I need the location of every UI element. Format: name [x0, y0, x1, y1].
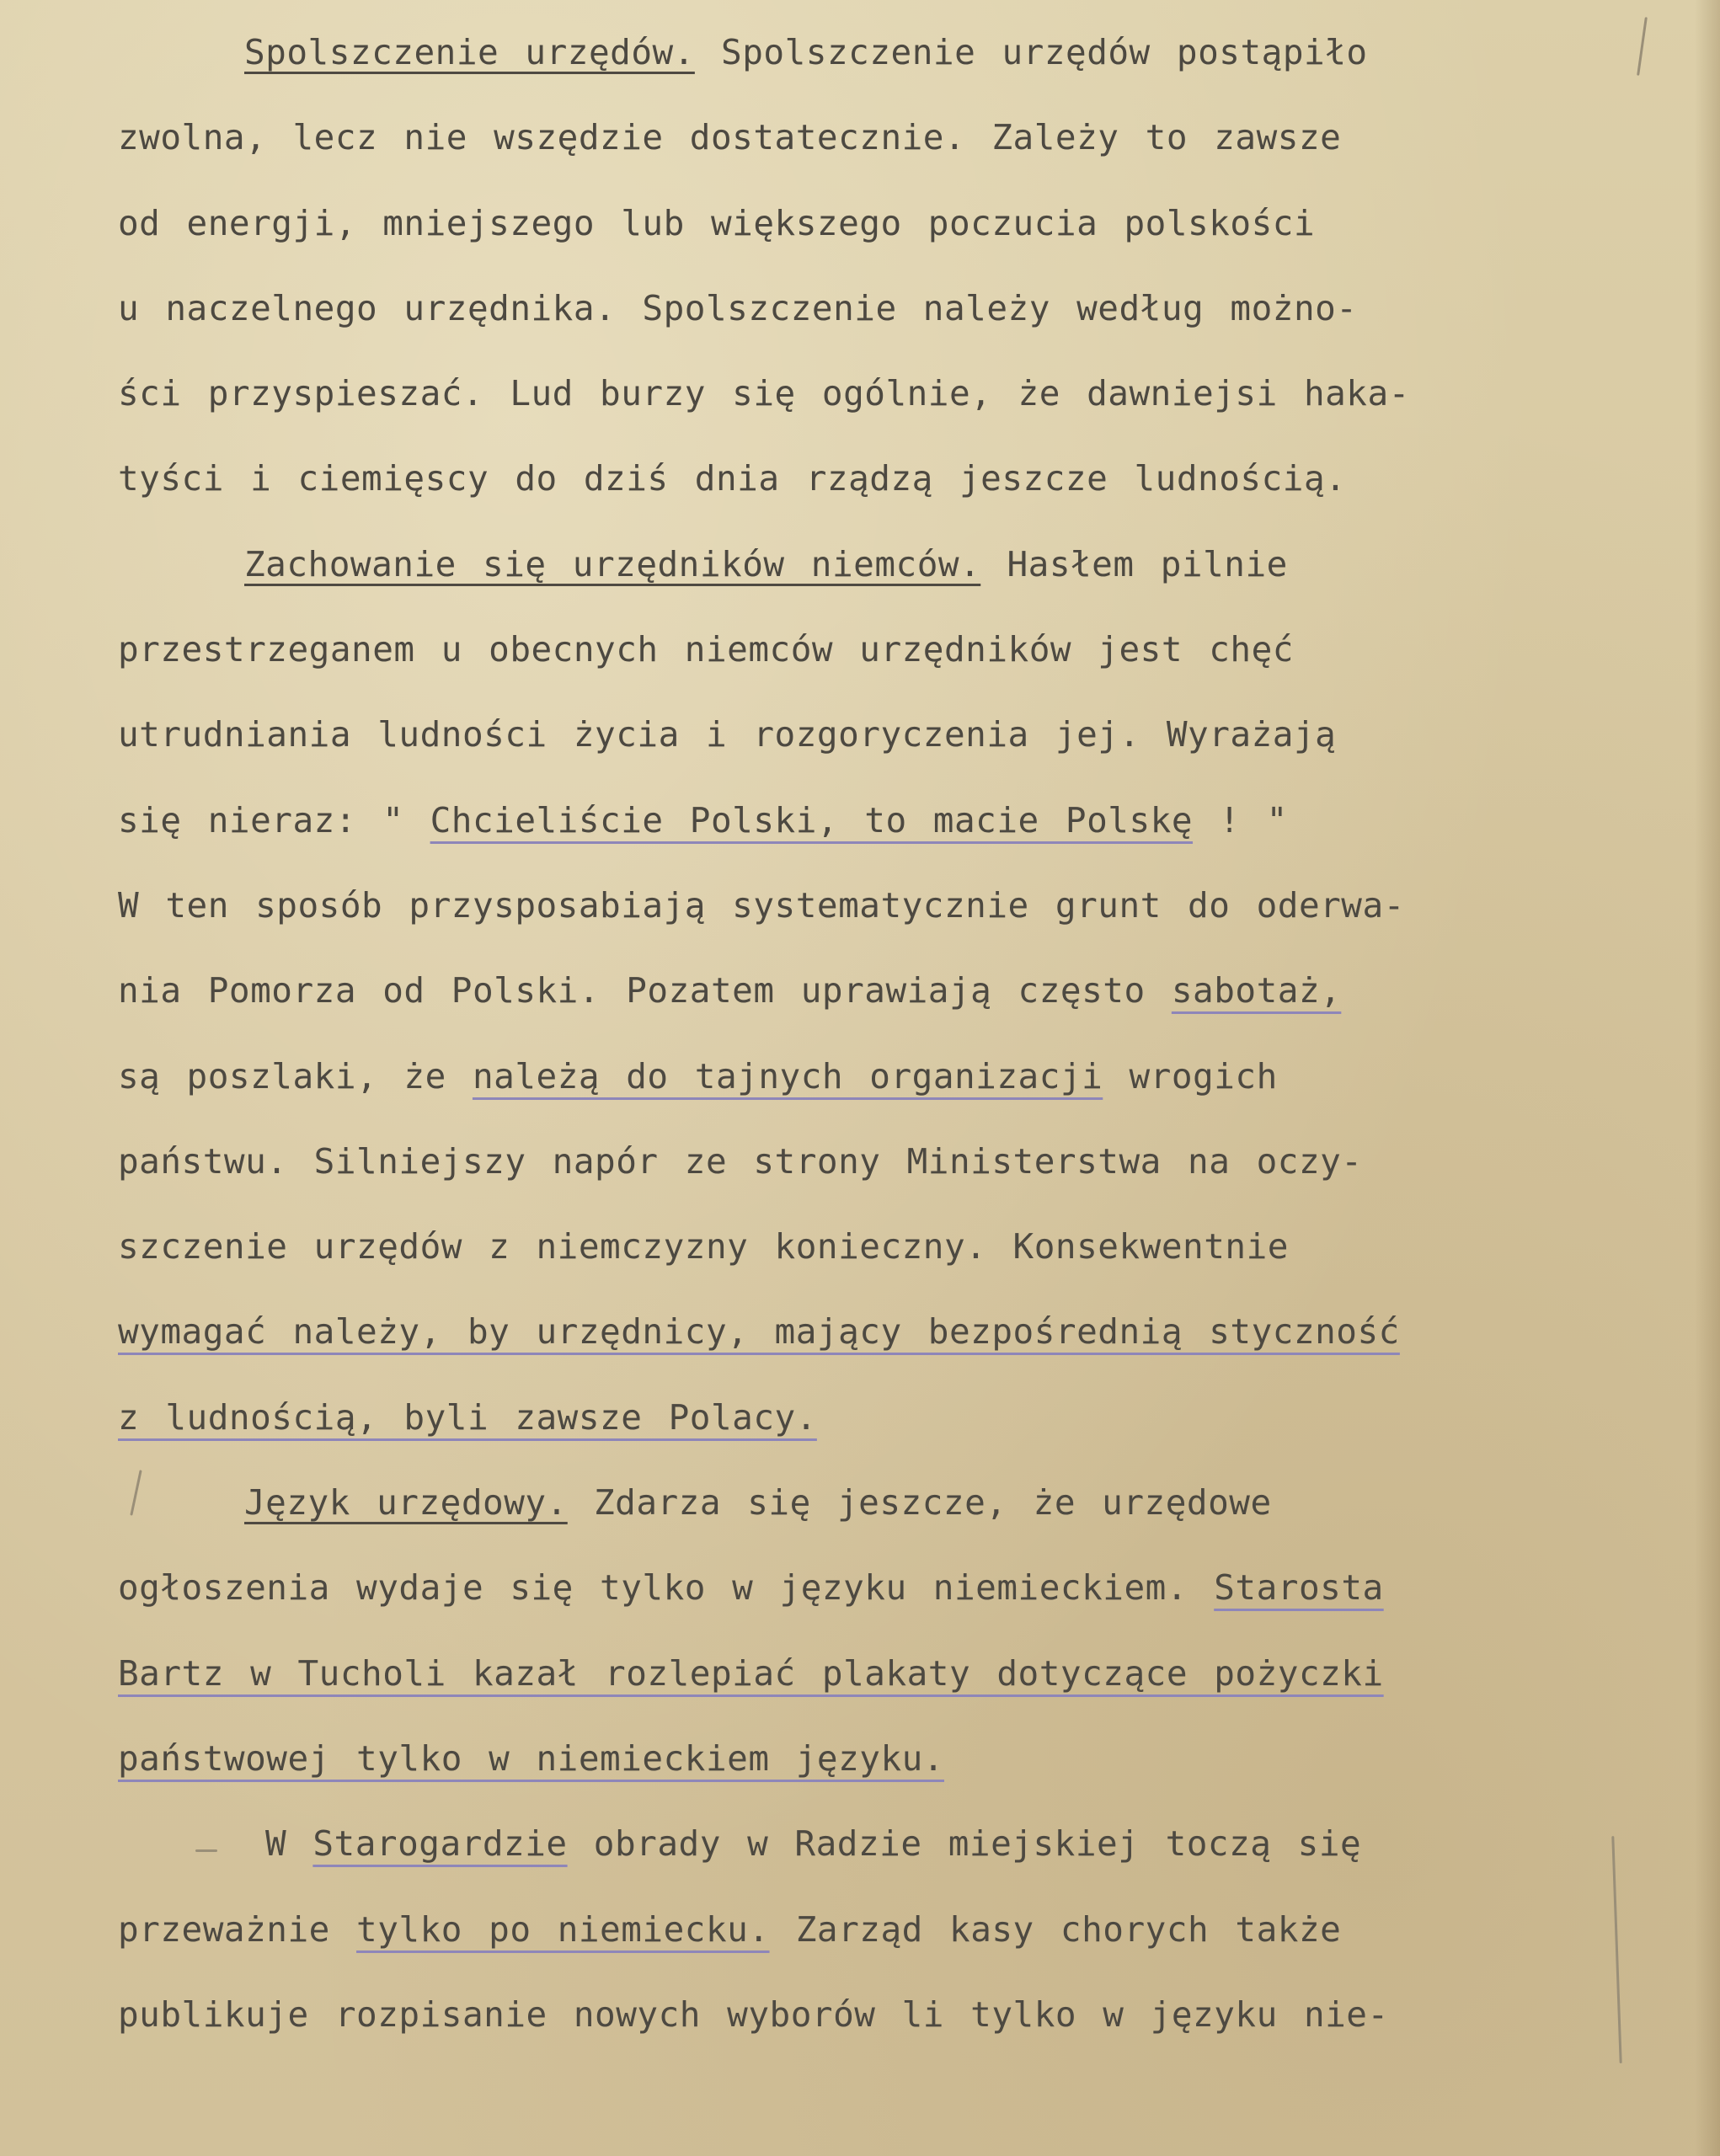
text-line: nia Pomorza od Polski. Pozatem uprawiają często sabotaż,	[118, 970, 1342, 1011]
ink-underline: należą do tajnych organizacji	[472, 1055, 1103, 1097]
text-line	[118, 1716, 1626, 1801]
text-line: publikuje rozpisanie nowych wyborów li tylko w języku nie-	[118, 1993, 1389, 2035]
ink-underline: Bartz w Tucholi kazał rozlepiać plakaty dotyczące pożyczki	[118, 1652, 1384, 1694]
text-line: u naczelnego urzędnika. Spolszczenie należy według możno-	[118, 287, 1358, 328]
pencil-mark-dash	[195, 1849, 217, 1852]
section-heading: Spolszczenie urzędów.	[244, 32, 695, 72]
text-line	[118, 1631, 1626, 1716]
text-line: W ten sposób przysposabiają systematycznie grunt do oderwa-	[118, 884, 1405, 926]
typewritten-text	[118, 10, 1626, 2057]
text-line: przeważnie tylko po niemiecku. Zarząd kasy chorych także	[118, 1908, 1342, 1950]
text-line: zwolna, lecz nie wszędzie dostatecznie. Zależy to zawsze	[118, 117, 1342, 158]
ink-underline: z ludnością, byli zawsze Polacy.	[118, 1396, 817, 1438]
text-line: Zachowanie się urzędników niemców. Hasłem pilnie	[244, 543, 1288, 584]
text-line: państwu. Silniejszy napór ze strony Ministerstwa na oczy-	[118, 1140, 1363, 1182]
ink-underline: wymagać należy, by urzędnicy, mający bezpośrednią styczność	[118, 1311, 1400, 1353]
text-line: tyści i ciemięscy do dziś dnia rządzą jeszcze ludnością.	[118, 458, 1347, 499]
text-line: ogłoszenia wydaje się tylko w języku niemieckiem. Starosta	[118, 1567, 1384, 1609]
pencil-mark-top-right	[1637, 17, 1648, 76]
page-edge-shadow	[1695, 0, 1720, 2156]
text-line: Spolszczenie urzędów. Spolszczenie urzędów postąpiło	[244, 32, 1368, 72]
text-line	[118, 1375, 1626, 1460]
ink-underline: sabotaż,	[1171, 970, 1342, 1011]
text-line: W Starogardzie obrady w Radzie miejskiej toczą się	[265, 1823, 1362, 1865]
ink-underline: tylko po niemiecku.	[356, 1908, 770, 1950]
text-line	[118, 1289, 1626, 1374]
section-heading: Język urzędowy.	[244, 1482, 568, 1524]
text-line: się nieraz: " Chcieliście Polski, to macie Polskę ! "	[118, 799, 1288, 841]
text-line: od energji, mniejszego lub większego poczucia polskości	[118, 202, 1316, 243]
text-line: utrudniania ludności życia i rozgoryczenia jej. Wyrażają	[118, 714, 1337, 755]
text-line: szczenie urzędów z niemczyzny konieczny. Konsekwentnie	[118, 1226, 1289, 1267]
text-line: Język urzędowy. Zdarza się jeszcze, że urzędowe	[244, 1482, 1272, 1524]
section-heading: Zachowanie się urzędników niemców.	[244, 543, 981, 584]
text-line: są poszlaki, że należą do tajnych organizacji wrogich	[118, 1055, 1278, 1097]
text-line: przestrzeganem u obecnych niemców urzędników jest chęć	[118, 629, 1294, 670]
ink-underline: państwowej tylko w niemieckiem języku.	[118, 1737, 944, 1779]
ink-underline: Chcieliście Polski, to macie Polskę	[430, 799, 1194, 841]
ink-underline: Starosta	[1214, 1567, 1384, 1609]
ink-underline: Starogardzie	[312, 1823, 568, 1865]
text-line: ści przyspieszać. Lud burzy się ogólnie, że dawniejsi haka-	[118, 373, 1410, 414]
